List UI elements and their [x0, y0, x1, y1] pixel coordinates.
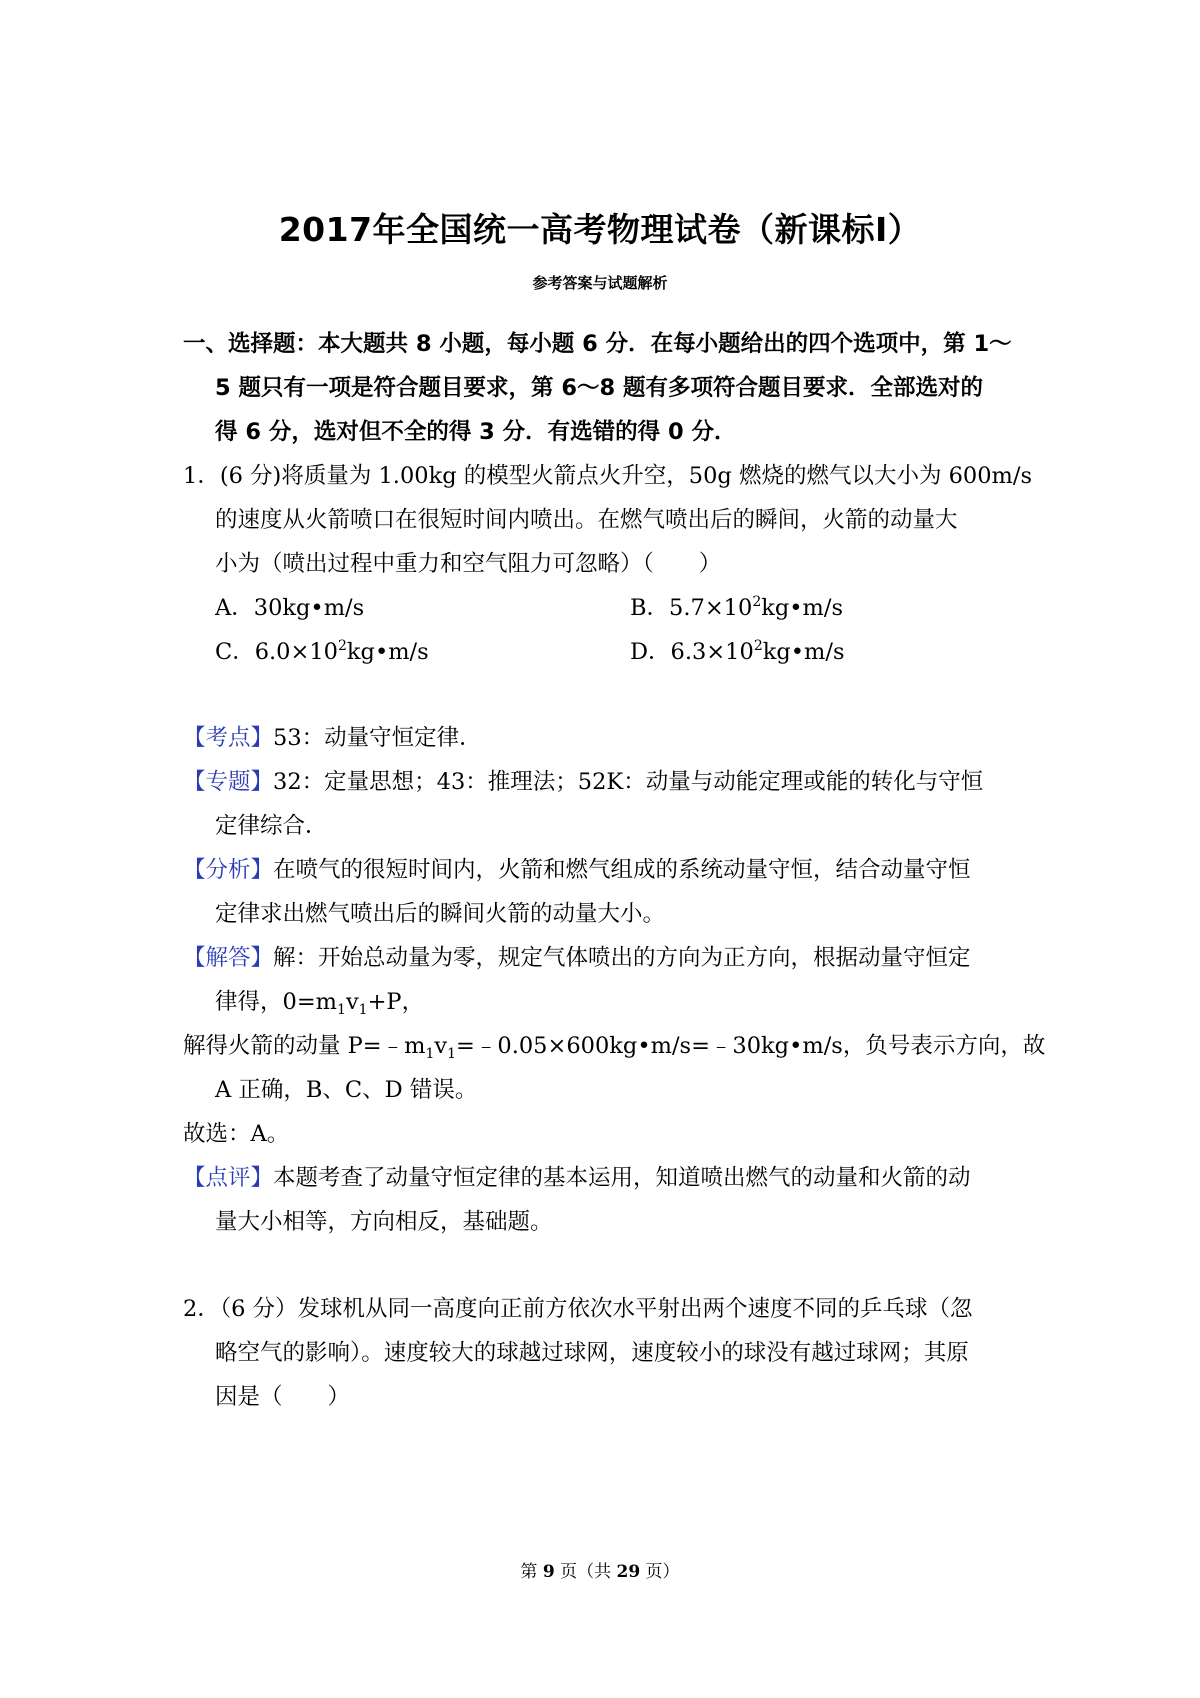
option-a: A．30kg•m/s: [215, 595, 365, 621]
page-title: 2017年全国统一高考物理试卷（新课标Ⅰ）: [278, 210, 922, 249]
section-heading-line3: 得 6 分，选对但不全的得 3 分．有选错的得 0 分．: [215, 419, 737, 445]
option-c: C．$6.0\times 10^2kg•m/s$: [215, 638, 429, 665]
page-number: 9: [542, 1562, 555, 1582]
section-heading-line1: 一、选择题：本大题共 8 小题，每小题 6 分．在每小题给出的四个选项中，第 1～: [183, 331, 1012, 357]
question-2-line1: 2．（6 分）发球机从同一高度向正前方依次水平射出两个速度不同的乒乓球（忽: [183, 1296, 973, 1322]
zhuanti-tag: 【专题】: [183, 769, 274, 795]
kaodian-tag: 【考点】: [183, 725, 274, 751]
question-1-line2: 的速度从火箭喷口在很短时间内喷出。在燃气喷出后的瞬间，火箭的动量大: [215, 507, 958, 533]
jieda-line1: 【解答】解：开始总动量为零，规定气体喷出的方向为正方向，根据动量守恒定: [183, 945, 971, 971]
jieda-line2: 律得，$0=m_1v_1+P$，: [215, 989, 425, 1018]
question-2-line3: 因是（ ）: [215, 1384, 351, 1410]
question-1-line3: 小为（喷出过程中重力和空气阻力可忽略）（ ）: [215, 551, 722, 577]
zhuanti-line1: 【专题】32：定量思想；43：推理法；52K：动量与动能定理或能的转化与守恒: [183, 769, 984, 795]
jieda-line3: 解得火箭的动量 $P=﹣m_1v_1=﹣0.05\times 600kg•m/s=﹣30kg•m/s$，负号表示方向，故: [183, 1033, 1046, 1062]
jieda-tag: 【解答】: [183, 945, 274, 971]
option-b: B．$5.7\times 10^2kg•m/s$: [630, 594, 844, 621]
fenxi-line2: 定律求出燃气喷出后的瞬间火箭的动量大小。: [215, 901, 666, 927]
option-d: D．$6.3\times 10^2kg•m/s$: [630, 638, 845, 665]
jieda-line4: A 正确，B、C、D 错误。: [215, 1077, 478, 1103]
dianping-line1: 【点评】本题考查了动量守恒定律的基本运用，知道喷出燃气的动量和火箭的动: [183, 1165, 971, 1191]
fenxi-tag: 【分析】: [183, 857, 274, 883]
zhuanti-line2: 定律综合．: [215, 813, 328, 839]
page-subtitle: 参考答案与试题解析: [532, 274, 668, 292]
dianping-tag: 【点评】: [183, 1165, 274, 1191]
dianping-line2: 量大小相等，方向相反，基础题。: [215, 1209, 553, 1235]
question-1-line1: 1．(6 分)将质量为 1.00kg 的模型火箭点火升空，50g 燃烧的燃气以大小为 600m/s: [183, 463, 1033, 489]
answer-choice: 故选：A。: [183, 1121, 290, 1147]
kaodian-line: 【考点】53：动量守恒定律．: [183, 725, 482, 751]
page-footer: 第 9 页（共 29 页）: [520, 1562, 680, 1582]
page-total: 29: [616, 1562, 641, 1582]
section-heading-line2: 5 题只有一项是符合题目要求，第 6～8 题有多项符合题目要求．全部选对的: [215, 375, 983, 401]
fenxi-line1: 【分析】在喷气的很短时间内，火箭和燃气组成的系统动量守恒，结合动量守恒: [183, 857, 971, 883]
question-2-line2: 略空气的影响）。速度较大的球越过球网，速度较小的球没有越过球网；其原: [215, 1340, 969, 1366]
